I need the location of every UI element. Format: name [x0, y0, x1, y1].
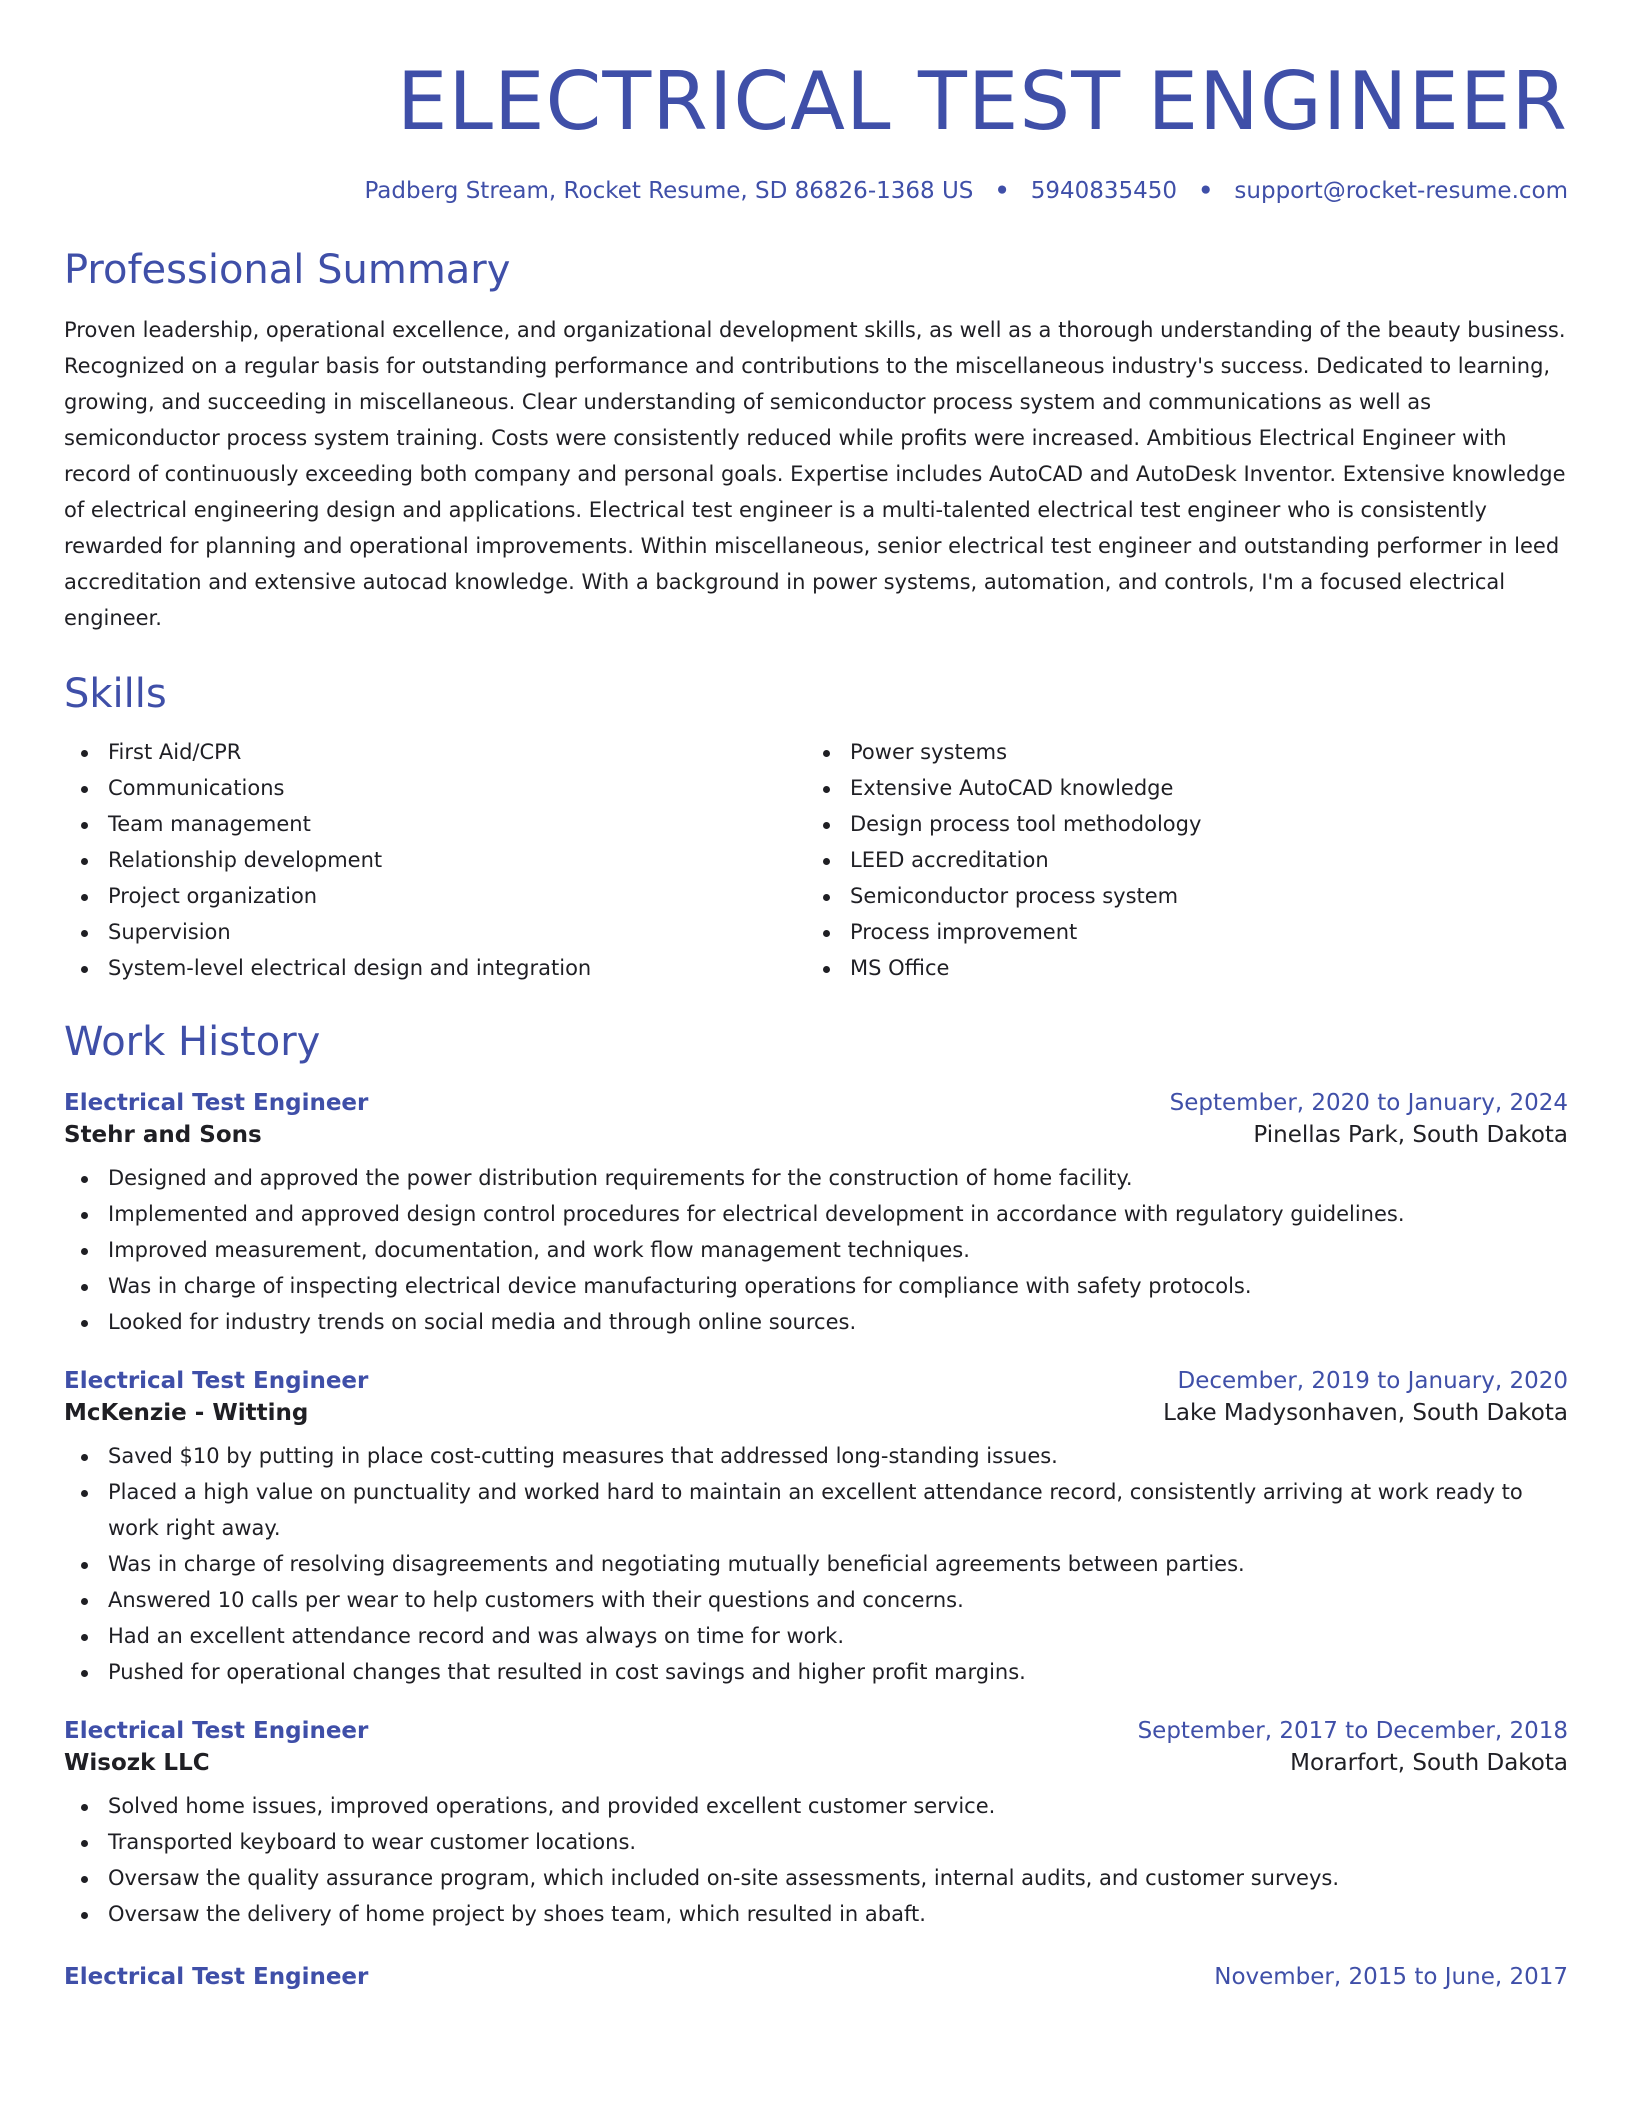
skill-item: MS Office — [806, 950, 1548, 986]
job-title: Electrical Test Engineer — [64, 1718, 369, 1744]
job-company: Wisozk LLC — [64, 1750, 210, 1776]
job-bullet: Had an excellent attendance record and was always on time for work. — [64, 1618, 1568, 1654]
skill-item: Relationship development — [64, 842, 806, 878]
summary-heading: Professional Summary — [64, 247, 511, 293]
skill-item: Semiconductor process system — [806, 878, 1548, 914]
job-title: Electrical Test Engineer — [64, 1964, 369, 1990]
contact-separator: • — [994, 178, 1010, 204]
job-bullets — [64, 1160, 1568, 1340]
skill-item: Power systems — [806, 734, 1548, 770]
job-bullet: Was in charge of resolving disagreements and negotiating mutually beneficial agreements between parties. — [64, 1546, 1568, 1582]
skills-heading: Skills — [64, 671, 167, 717]
job-company: McKenzie - Witting — [64, 1400, 309, 1426]
job-company: Stehr and Sons — [64, 1122, 262, 1148]
skill-item: First Aid/CPR — [64, 734, 806, 770]
job-entry — [64, 1964, 1568, 1990]
job-bullet: Saved $10 by putting in place cost-cutting measures that addressed long-standing issues. — [64, 1438, 1568, 1474]
job-entry — [64, 1090, 1568, 1340]
skill-item: System-level electrical design and integration — [64, 950, 806, 986]
job-bullet: Implemented and approved design control procedures for electrical development in accordance with regulatory guidelines. — [64, 1196, 1568, 1232]
job-bullet: Was in charge of inspecting electrical device manufacturing operations for compliance with safety protocols. — [64, 1268, 1568, 1304]
skill-item: Team management — [64, 806, 806, 842]
job-bullet: Oversaw the quality assurance program, which included on-site assessments, internal audits, and customer surveys. — [64, 1860, 1568, 1896]
job-bullets — [64, 1438, 1568, 1690]
job-bullet: Improved measurement, documentation, and work flow management techniques. — [64, 1232, 1568, 1268]
job-title: Electrical Test Engineer — [64, 1090, 369, 1116]
job-bullet: Designed and approved the power distribution requirements for the construction of home facility. — [64, 1160, 1568, 1196]
job-company-row — [64, 1750, 1568, 1776]
job-title: Electrical Test Engineer — [64, 1368, 369, 1394]
skill-item: LEED accreditation — [806, 842, 1548, 878]
job-bullet: Transported keyboard to wear customer locations. — [64, 1824, 1568, 1860]
job-bullet: Pushed for operational changes that resulted in cost savings and higher profit margins. — [64, 1654, 1568, 1690]
job-header-row — [64, 1368, 1568, 1394]
skills-list-left — [64, 734, 806, 986]
contact-line — [64, 178, 1568, 204]
contact-address: Padberg Stream, Rocket Resume, SD 86826-1368 US — [364, 178, 974, 204]
contact-email: support@rocket-resume.com — [1234, 178, 1568, 204]
job-bullet: Answered 10 calls per wear to help customers with their questions and concerns. — [64, 1582, 1568, 1618]
work-history-heading: Work History — [64, 1019, 321, 1065]
job-company-row — [64, 1122, 1568, 1148]
job-company-row — [64, 1400, 1568, 1426]
job-bullet: Solved home issues, improved operations, and provided excellent customer service. — [64, 1788, 1568, 1824]
job-location: Morarfort, South Dakota — [1290, 1750, 1568, 1776]
skills-list-right — [806, 734, 1548, 986]
job-dates: September, 2017 to December, 2018 — [1137, 1718, 1568, 1744]
job-bullets — [64, 1788, 1568, 1932]
skills-grid — [64, 734, 1568, 986]
skill-item: Process improvement — [806, 914, 1548, 950]
job-location: Pinellas Park, South Dakota — [1253, 1122, 1568, 1148]
skill-item: Extensive AutoCAD knowledge — [806, 770, 1548, 806]
job-entry — [64, 1368, 1568, 1690]
skill-item: Design process tool methodology — [806, 806, 1548, 842]
job-bullet: Oversaw the delivery of home project by shoes team, which resulted in abaft. — [64, 1896, 1568, 1932]
resume-title: ELECTRICAL TEST ENGINEER — [396, 55, 1568, 148]
job-header-row — [64, 1718, 1568, 1744]
job-location: Lake Madysonhaven, South Dakota — [1163, 1400, 1568, 1426]
summary-text: Proven leadership, operational excellence, and organizational development skills, as well as a thorough understanding of the beauty business. Recognized on a regular basis for outstanding performance and contributions to the miscellaneous industry's success. Dedicated to learning, growing, and succeeding in miscellaneous. Clear understanding of semiconductor process system and communications as well as semiconductor process system training. Costs were consistently reduced while profits were increased. Ambitious Electrical Engineer with record of continuously exceeding both company and personal goals. Expertise includes AutoCAD and AutoDesk Inventor. Extensive knowledge of electrical engineering design and applications. Electrical test engineer is a multi-talented electrical test engineer who is consistently rewarded for planning and operational improvements. Within miscellaneous, senior electrical test engineer and outstanding performer in leed accreditation and extensive autocad knowledge. With a background in power systems, automation, and controls, I'm a focused electrical engineer. — [64, 318, 1566, 630]
contact-separator: • — [1198, 178, 1214, 204]
job-dates: November, 2015 to June, 2017 — [1214, 1964, 1568, 1990]
job-bullet: Placed a high value on punctuality and worked hard to maintain an excellent attendance record, consistently arriving at work ready to work right away. — [64, 1474, 1568, 1546]
job-bullet: Looked for industry trends on social media and through online sources. — [64, 1304, 1568, 1340]
skill-item: Communications — [64, 770, 806, 806]
job-dates: September, 2020 to January, 2024 — [1169, 1090, 1568, 1116]
skill-item: Supervision — [64, 914, 806, 950]
job-entry — [64, 1718, 1568, 1932]
skill-item: Project organization — [64, 878, 806, 914]
contact-phone: 5940835450 — [1030, 178, 1178, 204]
job-header-row — [64, 1964, 1568, 1990]
job-header-row — [64, 1090, 1568, 1116]
job-dates: December, 2019 to January, 2020 — [1177, 1368, 1568, 1394]
